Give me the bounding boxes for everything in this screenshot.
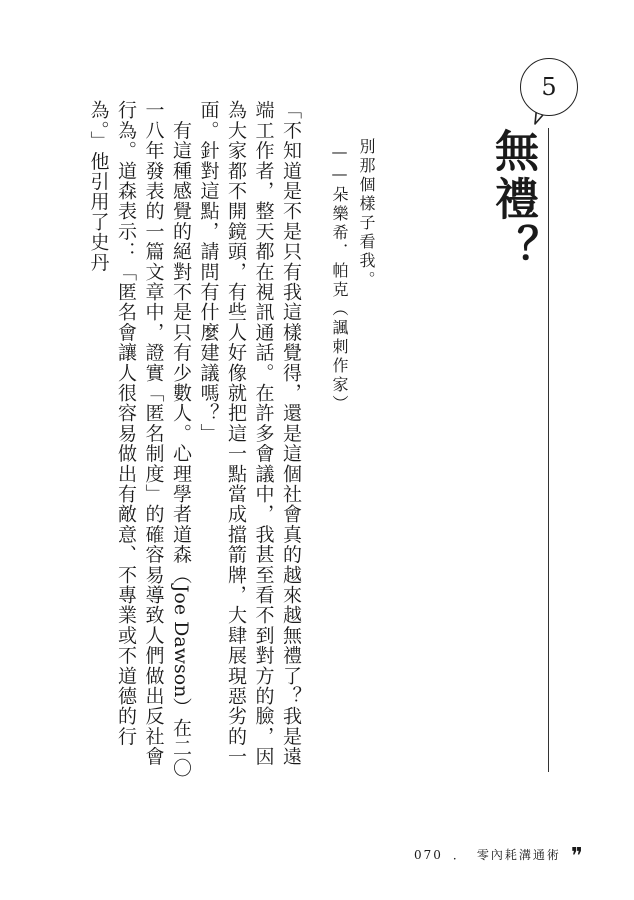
vertical-divider <box>548 128 549 772</box>
page-footer <box>414 842 583 867</box>
epigraph-author: ——朵樂希．帕克（諷刺作家） <box>330 142 349 414</box>
body-text <box>64 100 304 780</box>
body-paragraph-2 <box>84 100 194 780</box>
paragraph-text: ）在二〇一八年發表的一篇文章中，證實「匿名制度」的確容易導致人們做出反社會行為。道森表示：「匿名會讓人很容易做出有敵意、不專業或不道德的行為。」他引用了史丹 <box>87 100 192 779</box>
body-paragraph-1 <box>194 100 304 780</box>
epigraph-quote: 別那個樣子看我。 <box>357 138 376 290</box>
chapter-title: 無禮？ <box>487 128 538 272</box>
paragraph-text: 「不知道是不是只有我這樣覺得，還是這個社會真的越來越無禮了？我是遠端工作者，整天都在視訊通話。在許多會議中，我甚至看不到對方的臉，因為大家都不開鏡頭，有些人好像就把這一點當成擋箭牌，大肆展現惡劣的一面。針對這點，請問有什麼建議嗎？」 <box>197 100 302 767</box>
chapter-number: 5 <box>541 73 557 101</box>
footer-separator: ． <box>452 848 467 862</box>
latin-name: Joe Dawson <box>170 584 192 698</box>
paragraph-text: 有這種感覺的絕對不是只有少數人。心理學者道森（ <box>170 120 192 585</box>
closing-quote-icon: ❞ <box>570 844 583 869</box>
chapter-number-badge <box>520 58 578 116</box>
book-title: 零內耗溝通術 <box>476 848 561 862</box>
page-number: 070 <box>414 847 443 862</box>
